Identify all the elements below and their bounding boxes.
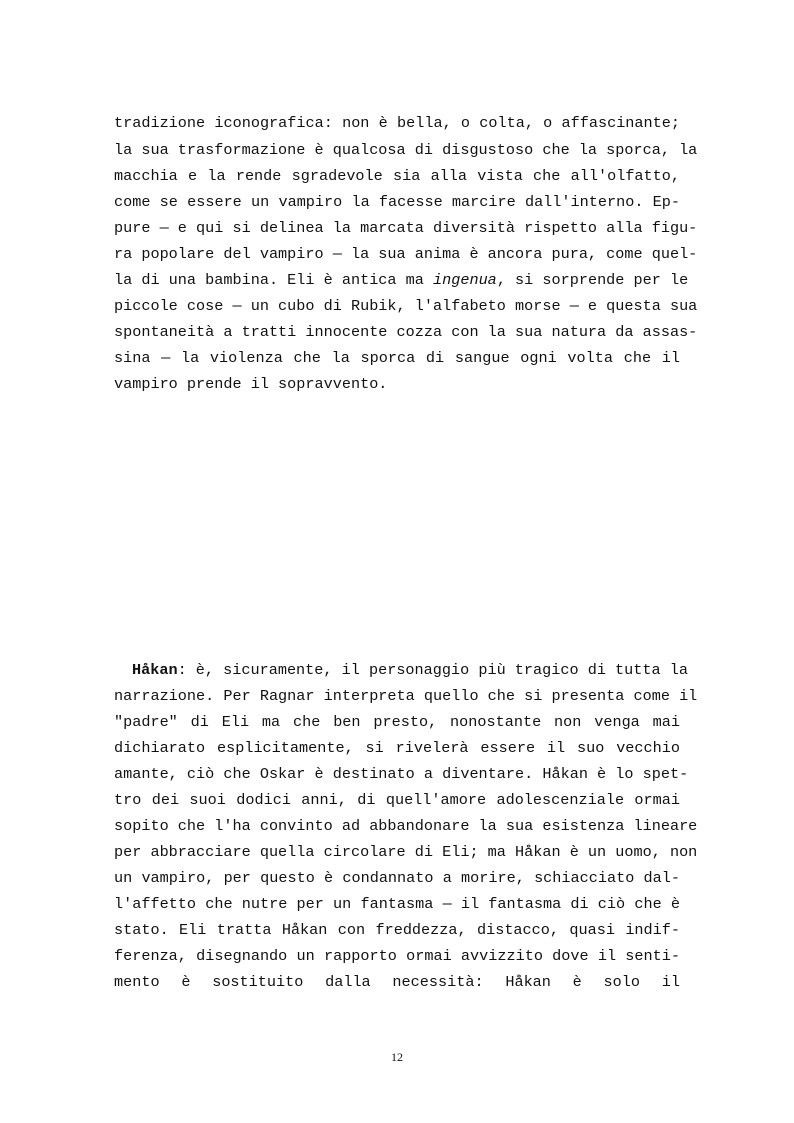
text-line: per abbracciare quella circolare di Eli; ma Håkan è un uomo, non	[114, 843, 698, 861]
text-line: stato. Eli tratta Håkan con freddezza, distacco, quasi indif-	[114, 921, 680, 939]
text-line: vampiro prende il sopravvento.	[114, 375, 388, 393]
term-hakan: Håkan	[132, 661, 178, 679]
text-line: ra popolare del vampiro — la sua anima è ancora pura, come quel-	[114, 245, 698, 263]
text-line: un vampiro, per questo è condannato a morire, schiacciato dal-	[114, 869, 680, 887]
text-line: la sua trasformazione è qualcosa di disgustoso che la sporca, la	[114, 141, 698, 159]
text-line: come se essere un vampiro la facesse marcire dall'interno. Ep-	[114, 193, 680, 211]
text-segment: la di una bambina. Eli è antica ma	[114, 271, 433, 289]
text-line	[132, 660, 688, 680]
text-line: dichiarato esplicitamente, si rivelerà essere il suo vecchio	[114, 739, 680, 757]
page-number: 12	[391, 1050, 403, 1064]
text-segment: : è, sicuramente, il personaggio più tragico di tutta la	[177, 661, 688, 679]
text-segment: , si sorprende per le	[496, 271, 689, 289]
emphasis-ingenua: ingenua	[433, 271, 497, 289]
text-line: sina — la violenza che la sporca di sangue ogni volta che il	[114, 349, 680, 367]
text-line: narrazione. Per Ragnar interpreta quello che si presenta come il	[114, 687, 698, 705]
text-line: l'affetto che nutre per un fantasma — il fantasma di ciò che è	[114, 895, 680, 913]
text-line: tro dei suoi dodici anni, di quell'amore adolescenziale ormai	[114, 791, 680, 809]
text-line: sopito che l'ha convinto ad abbandonare la sua esistenza lineare	[114, 817, 698, 835]
text-line: tradizione iconografica: non è bella, o colta, o affascinante;	[114, 114, 680, 132]
text-line: pure — e qui si delinea la marcata diversità rispetto alla figu-	[114, 219, 698, 237]
text-line: ferenza, disegnando un rapporto ormai avvizzito dove il senti-	[114, 947, 680, 965]
text-line: "padre" di Eli ma che ben presto, nonostante non venga mai	[114, 713, 680, 731]
text-line: macchia e la rende sgradevole sia alla vista che all'olfatto,	[114, 167, 680, 185]
text-line: spontaneità a tratti innocente cozza con la sua natura da assas-	[114, 323, 698, 341]
text-line: mento è sostituito dalla necessità: Håkan è solo il	[114, 973, 680, 991]
text-line: piccole cose — un cubo di Rubik, l'alfabeto morse — e questa sua	[114, 297, 698, 315]
text-line: amante, ciò che Oskar è destinato a diventare. Håkan è lo spet-	[114, 765, 689, 783]
text-line	[114, 270, 689, 290]
